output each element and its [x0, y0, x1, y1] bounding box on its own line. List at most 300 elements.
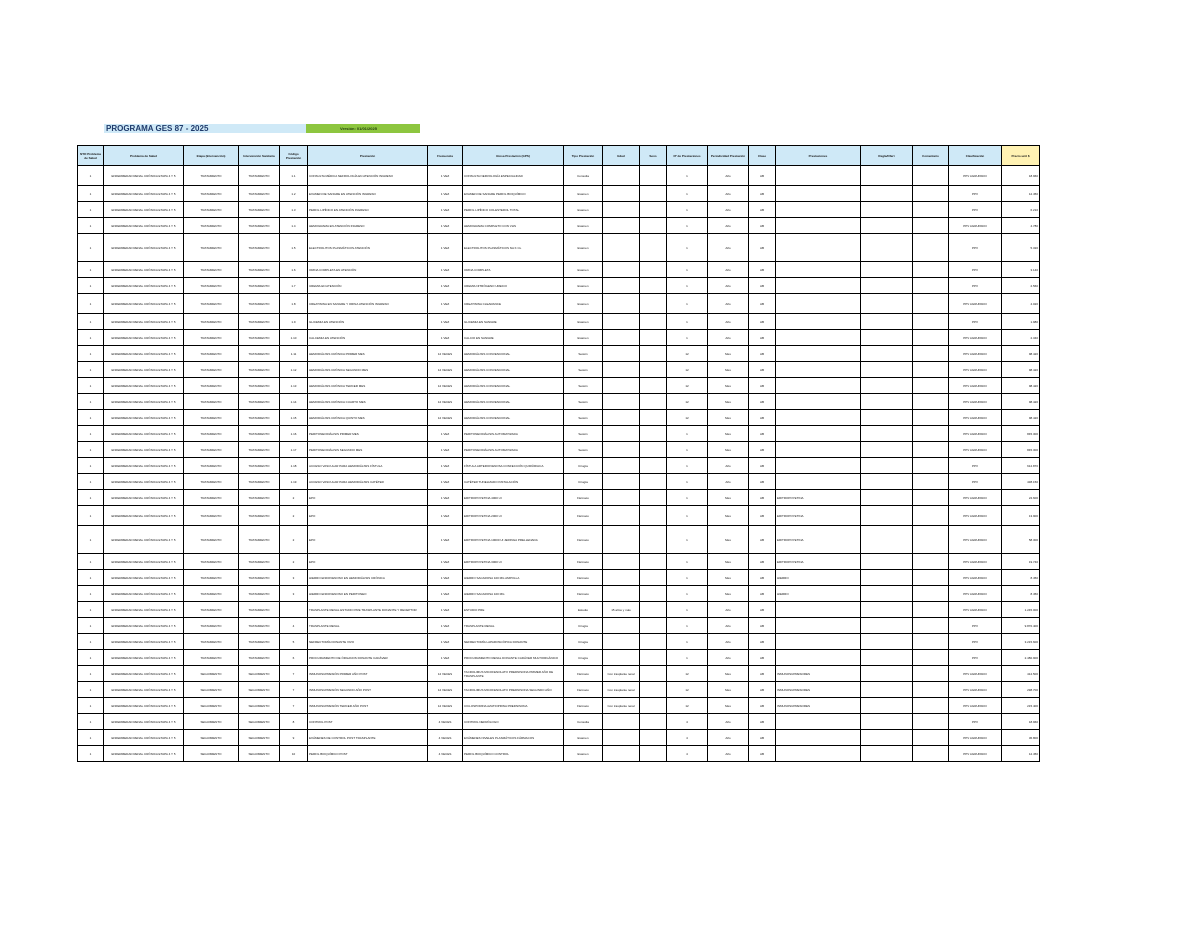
cell-interv[interactable]: [239, 346, 280, 362]
cell-glosa[interactable]: [463, 262, 564, 278]
cell-edad[interactable]: [603, 698, 640, 714]
cell-edad[interactable]: [603, 570, 640, 586]
cell-regla[interactable]: [861, 166, 913, 186]
cell-tipo[interactable]: [564, 314, 603, 330]
cell-id[interactable]: [78, 714, 104, 730]
cell-etapa[interactable]: [184, 362, 239, 378]
cell-period[interactable]: [708, 330, 749, 346]
cell-etapa[interactable]: [184, 426, 239, 442]
cell-etapa[interactable]: [184, 186, 239, 202]
cell-id[interactable]: [78, 746, 104, 762]
cell-sexo[interactable]: [640, 618, 667, 634]
cell-etapa[interactable]: [184, 234, 239, 262]
cell-clase[interactable]: [749, 458, 776, 474]
cell-cod[interactable]: [280, 394, 308, 410]
cell-ps[interactable]: [104, 474, 184, 490]
cell-interv[interactable]: [239, 666, 280, 682]
cell-precio[interactable]: [1002, 314, 1040, 330]
cell-prest[interactable]: [308, 186, 428, 202]
cell-etapa[interactable]: [184, 602, 239, 618]
cell-coment[interactable]: [913, 682, 949, 698]
cell-clase[interactable]: [749, 650, 776, 666]
cell-edad[interactable]: [603, 618, 640, 634]
cell-tipo[interactable]: [564, 650, 603, 666]
cell-tipo[interactable]: [564, 730, 603, 746]
cell-prestaciones[interactable]: [776, 474, 861, 490]
cell-coment[interactable]: [913, 346, 949, 362]
cell-clasif[interactable]: [949, 618, 1002, 634]
cell-clase[interactable]: [749, 410, 776, 426]
cell-coment[interactable]: [913, 262, 949, 278]
cell-sexo[interactable]: [640, 698, 667, 714]
cell-nprest[interactable]: [667, 330, 708, 346]
cell-cod[interactable]: [280, 682, 308, 698]
cell-clase[interactable]: [749, 526, 776, 554]
col-header[interactable]: Código Prestación: [280, 146, 308, 166]
cell-clasif[interactable]: [949, 650, 1002, 666]
cell-sexo[interactable]: [640, 410, 667, 426]
cell-nprest[interactable]: [667, 166, 708, 186]
cell-cod[interactable]: [280, 650, 308, 666]
cell-tipo[interactable]: [564, 586, 603, 602]
cell-clase[interactable]: [749, 666, 776, 682]
cell-clasif[interactable]: [949, 666, 1002, 682]
cell-glosa[interactable]: [463, 186, 564, 202]
cell-id[interactable]: [78, 698, 104, 714]
cell-sexo[interactable]: [640, 634, 667, 650]
cell-interv[interactable]: [239, 682, 280, 698]
cell-precio[interactable]: [1002, 218, 1040, 234]
cell-frec[interactable]: [428, 378, 463, 394]
cell-ps[interactable]: [104, 650, 184, 666]
cell-etapa[interactable]: [184, 442, 239, 458]
cell-glosa[interactable]: [463, 746, 564, 762]
cell-prestaciones[interactable]: [776, 506, 861, 526]
cell-clase[interactable]: [749, 378, 776, 394]
cell-tipo[interactable]: [564, 714, 603, 730]
cell-nprest[interactable]: [667, 474, 708, 490]
cell-ps[interactable]: [104, 378, 184, 394]
cell-coment[interactable]: [913, 490, 949, 506]
cell-regla[interactable]: [861, 526, 913, 554]
cell-frec[interactable]: [428, 682, 463, 698]
cell-id[interactable]: [78, 278, 104, 294]
table-row[interactable]: [78, 714, 1040, 730]
cell-interv[interactable]: [239, 698, 280, 714]
cell-prest[interactable]: [308, 570, 428, 586]
col-header[interactable]: Glosa Prestación (GPS): [463, 146, 564, 166]
cell-prest[interactable]: [308, 234, 428, 262]
cell-clase[interactable]: [749, 394, 776, 410]
col-header[interactable]: Clase: [749, 146, 776, 166]
cell-prestaciones[interactable]: [776, 314, 861, 330]
cell-cod[interactable]: [280, 166, 308, 186]
cell-id[interactable]: [78, 586, 104, 602]
cell-interv[interactable]: [239, 186, 280, 202]
cell-prest[interactable]: [308, 278, 428, 294]
cell-regla[interactable]: [861, 554, 913, 570]
cell-ps[interactable]: [104, 586, 184, 602]
cell-etapa[interactable]: [184, 698, 239, 714]
cell-interv[interactable]: [239, 442, 280, 458]
cell-tipo[interactable]: [564, 474, 603, 490]
cell-nprest[interactable]: [667, 202, 708, 218]
cell-prestaciones[interactable]: [776, 634, 861, 650]
cell-glosa[interactable]: [463, 586, 564, 602]
cell-precio[interactable]: [1002, 330, 1040, 346]
cell-tipo[interactable]: [564, 554, 603, 570]
cell-prest[interactable]: [308, 650, 428, 666]
cell-prest[interactable]: [308, 442, 428, 458]
cell-regla[interactable]: [861, 458, 913, 474]
cell-clasif[interactable]: [949, 458, 1002, 474]
cell-ps[interactable]: [104, 262, 184, 278]
cell-edad[interactable]: [603, 602, 640, 618]
cell-prest[interactable]: [308, 714, 428, 730]
cell-glosa[interactable]: [463, 730, 564, 746]
cell-regla[interactable]: [861, 682, 913, 698]
cell-etapa[interactable]: [184, 526, 239, 554]
cell-cod[interactable]: [280, 458, 308, 474]
cell-frec[interactable]: [428, 634, 463, 650]
cell-regla[interactable]: [861, 330, 913, 346]
cell-cod[interactable]: [280, 506, 308, 526]
cell-prestaciones[interactable]: [776, 554, 861, 570]
cell-clase[interactable]: [749, 202, 776, 218]
cell-frec[interactable]: [428, 218, 463, 234]
cell-glosa[interactable]: [463, 278, 564, 294]
cell-clasif[interactable]: [949, 218, 1002, 234]
cell-clase[interactable]: [749, 698, 776, 714]
cell-interv[interactable]: [239, 166, 280, 186]
cell-clase[interactable]: [749, 442, 776, 458]
cell-clasif[interactable]: [949, 506, 1002, 526]
cell-nprest[interactable]: [667, 234, 708, 262]
cell-id[interactable]: [78, 378, 104, 394]
cell-prestaciones[interactable]: [776, 186, 861, 202]
cell-clase[interactable]: [749, 506, 776, 526]
cell-interv[interactable]: [239, 410, 280, 426]
cell-clasif[interactable]: [949, 314, 1002, 330]
cell-clase[interactable]: [749, 474, 776, 490]
cell-sexo[interactable]: [640, 278, 667, 294]
cell-glosa[interactable]: [463, 330, 564, 346]
col-header-price[interactable]: Precio unit $: [1002, 146, 1040, 166]
cell-precio[interactable]: [1002, 586, 1040, 602]
cell-glosa[interactable]: [463, 346, 564, 362]
cell-nprest[interactable]: [667, 394, 708, 410]
cell-id[interactable]: [78, 490, 104, 506]
cell-edad[interactable]: [603, 682, 640, 698]
cell-clasif[interactable]: [949, 602, 1002, 618]
cell-prest[interactable]: [308, 490, 428, 506]
cell-prest[interactable]: [308, 346, 428, 362]
cell-tipo[interactable]: [564, 362, 603, 378]
cell-clase[interactable]: [749, 166, 776, 186]
cell-period[interactable]: [708, 586, 749, 602]
cell-interv[interactable]: [239, 602, 280, 618]
cell-ps[interactable]: [104, 618, 184, 634]
cell-sexo[interactable]: [640, 650, 667, 666]
cell-cod[interactable]: [280, 698, 308, 714]
cell-prest[interactable]: [308, 746, 428, 762]
cell-cod[interactable]: [280, 474, 308, 490]
cell-edad[interactable]: [603, 426, 640, 442]
cell-clase[interactable]: [749, 586, 776, 602]
cell-clasif[interactable]: [949, 442, 1002, 458]
cell-coment[interactable]: [913, 186, 949, 202]
cell-prestaciones[interactable]: [776, 294, 861, 314]
cell-nprest[interactable]: [667, 682, 708, 698]
cell-tipo[interactable]: [564, 278, 603, 294]
cell-frec[interactable]: [428, 426, 463, 442]
col-header[interactable]: Edad: [603, 146, 640, 166]
cell-period[interactable]: [708, 730, 749, 746]
cell-frec[interactable]: [428, 506, 463, 526]
cell-tipo[interactable]: [564, 490, 603, 506]
cell-ps[interactable]: [104, 554, 184, 570]
table-row[interactable]: [78, 202, 1040, 218]
cell-etapa[interactable]: [184, 346, 239, 362]
cell-coment[interactable]: [913, 166, 949, 186]
cell-period[interactable]: [708, 166, 749, 186]
cell-ps[interactable]: [104, 202, 184, 218]
table-row[interactable]: [78, 262, 1040, 278]
cell-sexo[interactable]: [640, 330, 667, 346]
cell-glosa[interactable]: [463, 234, 564, 262]
cell-clasif[interactable]: [949, 554, 1002, 570]
cell-clase[interactable]: [749, 234, 776, 262]
cell-prestaciones[interactable]: [776, 746, 861, 762]
cell-period[interactable]: [708, 602, 749, 618]
cell-precio[interactable]: [1002, 730, 1040, 746]
cell-etapa[interactable]: [184, 294, 239, 314]
cell-frec[interactable]: [428, 458, 463, 474]
cell-glosa[interactable]: [463, 394, 564, 410]
cell-coment[interactable]: [913, 746, 949, 762]
cell-nprest[interactable]: [667, 586, 708, 602]
cell-period[interactable]: [708, 394, 749, 410]
cell-cod[interactable]: [280, 730, 308, 746]
cell-tipo[interactable]: [564, 746, 603, 762]
cell-tipo[interactable]: [564, 634, 603, 650]
cell-cod[interactable]: [280, 554, 308, 570]
cell-clasif[interactable]: [949, 474, 1002, 490]
cell-precio[interactable]: [1002, 278, 1040, 294]
cell-prestaciones[interactable]: [776, 650, 861, 666]
cell-prest[interactable]: [308, 218, 428, 234]
cell-clase[interactable]: [749, 314, 776, 330]
cell-prest[interactable]: [308, 378, 428, 394]
cell-tipo[interactable]: [564, 602, 603, 618]
cell-clase[interactable]: [749, 746, 776, 762]
cell-cod[interactable]: [280, 314, 308, 330]
col-header[interactable]: Problema de Salud: [104, 146, 184, 166]
cell-interv[interactable]: [239, 314, 280, 330]
cell-precio[interactable]: [1002, 618, 1040, 634]
cell-interv[interactable]: [239, 506, 280, 526]
table-row[interactable]: [78, 634, 1040, 650]
cell-nprest[interactable]: [667, 378, 708, 394]
cell-sexo[interactable]: [640, 234, 667, 262]
cell-frec[interactable]: [428, 474, 463, 490]
cell-period[interactable]: [708, 442, 749, 458]
cell-tipo[interactable]: [564, 202, 603, 218]
cell-cod[interactable]: [280, 202, 308, 218]
table-row[interactable]: [78, 294, 1040, 314]
cell-precio[interactable]: [1002, 634, 1040, 650]
cell-etapa[interactable]: [184, 570, 239, 586]
cell-period[interactable]: [708, 234, 749, 262]
cell-glosa[interactable]: [463, 682, 564, 698]
cell-tipo[interactable]: [564, 442, 603, 458]
cell-interv[interactable]: [239, 294, 280, 314]
cell-clasif[interactable]: [949, 746, 1002, 762]
cell-interv[interactable]: [239, 714, 280, 730]
cell-clase[interactable]: [749, 618, 776, 634]
cell-period[interactable]: [708, 378, 749, 394]
cell-edad[interactable]: [603, 346, 640, 362]
cell-id[interactable]: [78, 474, 104, 490]
cell-frec[interactable]: [428, 554, 463, 570]
cell-edad[interactable]: [603, 458, 640, 474]
table-row[interactable]: [78, 314, 1040, 330]
cell-clasif[interactable]: [949, 278, 1002, 294]
cell-prestaciones[interactable]: [776, 458, 861, 474]
cell-tipo[interactable]: [564, 262, 603, 278]
cell-clasif[interactable]: [949, 262, 1002, 278]
cell-etapa[interactable]: [184, 314, 239, 330]
cell-precio[interactable]: [1002, 362, 1040, 378]
cell-clasif[interactable]: [949, 730, 1002, 746]
cell-edad[interactable]: [603, 330, 640, 346]
cell-precio[interactable]: [1002, 666, 1040, 682]
cell-prest[interactable]: [308, 602, 428, 618]
cell-prest[interactable]: [308, 294, 428, 314]
cell-nprest[interactable]: [667, 618, 708, 634]
cell-period[interactable]: [708, 202, 749, 218]
cell-edad[interactable]: [603, 234, 640, 262]
col-header[interactable]: Prestación: [308, 146, 428, 166]
cell-regla[interactable]: [861, 650, 913, 666]
table-row[interactable]: [78, 570, 1040, 586]
cell-period[interactable]: [708, 426, 749, 442]
cell-precio[interactable]: [1002, 166, 1040, 186]
cell-interv[interactable]: [239, 218, 280, 234]
cell-regla[interactable]: [861, 278, 913, 294]
cell-glosa[interactable]: [463, 378, 564, 394]
cell-tipo[interactable]: [564, 506, 603, 526]
cell-tipo[interactable]: [564, 330, 603, 346]
cell-precio[interactable]: [1002, 458, 1040, 474]
cell-cod[interactable]: [280, 618, 308, 634]
cell-prestaciones[interactable]: [776, 346, 861, 362]
cell-period[interactable]: [708, 570, 749, 586]
cell-prest[interactable]: [308, 314, 428, 330]
cell-edad[interactable]: [603, 650, 640, 666]
cell-regla[interactable]: [861, 730, 913, 746]
cell-edad[interactable]: [603, 442, 640, 458]
cell-period[interactable]: [708, 314, 749, 330]
cell-id[interactable]: [78, 362, 104, 378]
cell-prest[interactable]: [308, 426, 428, 442]
cell-regla[interactable]: [861, 618, 913, 634]
cell-ps[interactable]: [104, 526, 184, 554]
cell-id[interactable]: [78, 346, 104, 362]
cell-cod[interactable]: [280, 234, 308, 262]
cell-glosa[interactable]: [463, 294, 564, 314]
cell-etapa[interactable]: [184, 218, 239, 234]
cell-prestaciones[interactable]: [776, 394, 861, 410]
cell-period[interactable]: [708, 458, 749, 474]
cell-interv[interactable]: [239, 474, 280, 490]
cell-tipo[interactable]: [564, 698, 603, 714]
cell-frec[interactable]: [428, 442, 463, 458]
cell-precio[interactable]: [1002, 570, 1040, 586]
cell-interv[interactable]: [239, 362, 280, 378]
cell-period[interactable]: [708, 618, 749, 634]
cell-precio[interactable]: [1002, 186, 1040, 202]
table-row[interactable]: [78, 410, 1040, 426]
cell-clase[interactable]: [749, 218, 776, 234]
cell-prestaciones[interactable]: [776, 714, 861, 730]
cell-period[interactable]: [708, 218, 749, 234]
cell-edad[interactable]: [603, 202, 640, 218]
table-row[interactable]: [78, 698, 1040, 714]
cell-precio[interactable]: [1002, 346, 1040, 362]
cell-coment[interactable]: [913, 234, 949, 262]
cell-edad[interactable]: [603, 554, 640, 570]
cell-id[interactable]: [78, 730, 104, 746]
cell-etapa[interactable]: [184, 746, 239, 762]
cell-interv[interactable]: [239, 746, 280, 762]
cell-clasif[interactable]: [949, 714, 1002, 730]
cell-tipo[interactable]: [564, 570, 603, 586]
cell-etapa[interactable]: [184, 262, 239, 278]
cell-period[interactable]: [708, 682, 749, 698]
table-row[interactable]: [78, 346, 1040, 362]
cell-precio[interactable]: [1002, 506, 1040, 526]
cell-sexo[interactable]: [640, 314, 667, 330]
cell-id[interactable]: [78, 186, 104, 202]
col-header[interactable]: Clasificación: [949, 146, 1002, 166]
cell-frec[interactable]: [428, 618, 463, 634]
cell-regla[interactable]: [861, 634, 913, 650]
cell-nprest[interactable]: [667, 458, 708, 474]
cell-frec[interactable]: [428, 394, 463, 410]
cell-tipo[interactable]: [564, 526, 603, 554]
cell-etapa[interactable]: [184, 394, 239, 410]
cell-precio[interactable]: [1002, 474, 1040, 490]
cell-cod[interactable]: [280, 666, 308, 682]
cell-etapa[interactable]: [184, 586, 239, 602]
cell-ps[interactable]: [104, 666, 184, 682]
cell-regla[interactable]: [861, 202, 913, 218]
cell-ps[interactable]: [104, 362, 184, 378]
cell-nprest[interactable]: [667, 554, 708, 570]
cell-glosa[interactable]: [463, 362, 564, 378]
cell-clase[interactable]: [749, 730, 776, 746]
cell-coment[interactable]: [913, 554, 949, 570]
cell-clasif[interactable]: [949, 526, 1002, 554]
cell-frec[interactable]: [428, 410, 463, 426]
cell-sexo[interactable]: [640, 186, 667, 202]
cell-clase[interactable]: [749, 570, 776, 586]
cell-etapa[interactable]: [184, 410, 239, 426]
cell-nprest[interactable]: [667, 314, 708, 330]
cell-frec[interactable]: [428, 278, 463, 294]
cell-coment[interactable]: [913, 714, 949, 730]
